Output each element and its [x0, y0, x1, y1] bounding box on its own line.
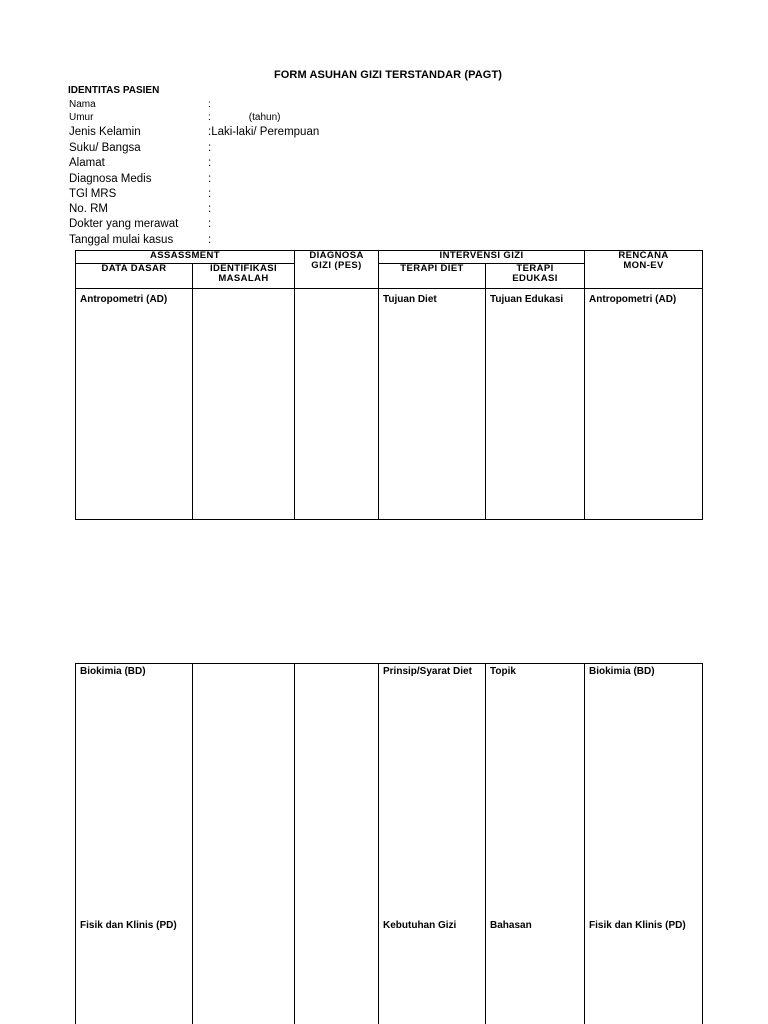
field-separator: :	[208, 126, 212, 138]
patient-field-no-rm	[69, 203, 211, 215]
cell-label: Antropometri (AD)	[589, 294, 677, 305]
field-label: Diagnosa Medis	[69, 173, 152, 185]
field-label: No. RM	[69, 203, 108, 215]
field-separator: :	[208, 112, 211, 123]
cell-diagnosa-gizi[interactable]	[295, 289, 379, 520]
patient-field-tgl-mrs	[69, 188, 211, 200]
header-rencana-line1: RENCANA	[618, 250, 669, 261]
field-separator: :	[208, 218, 212, 230]
cell-rencana-monev-2[interactable]	[585, 664, 703, 1024]
field-separator: :	[208, 173, 212, 185]
cell-terapi-diet-2[interactable]	[379, 664, 486, 1024]
field-label: Dokter yang merawat	[69, 218, 179, 230]
header-diagnosa-gizi	[295, 251, 379, 289]
cell-terapi-edukasi-2[interactable]	[486, 664, 585, 1024]
header-rencana-line2: MON-EV	[623, 260, 664, 271]
header-diagnosa-line1: DIAGNOSA	[309, 250, 364, 261]
field-value[interactable]: Laki-laki/ Perempuan	[211, 126, 320, 138]
field-separator: :	[208, 203, 212, 215]
cell-label-lower: Fisik dan Klinis (PD)	[589, 920, 686, 931]
cell-label-top: Biokimia (BD)	[80, 666, 146, 677]
field-label: Suku/ Bangsa	[69, 142, 141, 154]
field-separator: :	[208, 234, 212, 246]
field-label: Tanggal mulai kasus	[69, 234, 174, 246]
patient-field-diagnosa-medis	[69, 173, 211, 185]
cell-label: Antropometri (AD)	[80, 294, 168, 305]
patient-field-dokter	[69, 218, 211, 230]
pagt-table-top	[75, 250, 703, 520]
field-label: Jenis Kelamin	[69, 126, 141, 138]
field-unit: (tahun)	[248, 112, 281, 123]
cell-label	[193, 289, 294, 294]
field-separator: :	[208, 142, 212, 154]
patient-field-jenis-kelamin	[69, 126, 319, 138]
header-terapi-edukasi	[486, 264, 585, 289]
header-intervensi-gizi: INTERVENSI GIZI	[379, 251, 585, 264]
header-terapi-diet: TERAPI DIET	[379, 264, 486, 289]
patient-field-nama	[69, 99, 211, 110]
field-label: Nama	[69, 99, 96, 110]
field-separator: :	[208, 157, 212, 169]
patient-field-suku-bangsa	[69, 142, 211, 154]
cell-rencana-monev[interactable]	[585, 289, 703, 520]
patient-field-tanggal-mulai	[69, 234, 211, 246]
cell-terapi-edukasi[interactable]	[486, 289, 585, 520]
header-identifikasi-line1: IDENTIFIKASI	[209, 263, 278, 274]
field-separator: :	[208, 188, 212, 200]
cell-label-lower: Bahasan	[490, 920, 532, 931]
header-identifikasi-line2: MASALAH	[218, 273, 269, 284]
header-assessment: ASSASSMENT	[76, 251, 295, 264]
cell-label-lower: Fisik dan Klinis (PD)	[80, 920, 177, 931]
patient-field-alamat	[69, 157, 211, 169]
header-data-dasar: DATA DASAR	[76, 264, 193, 289]
cell-label: Tujuan Diet	[383, 294, 437, 305]
cell-identifikasi-masalah[interactable]	[193, 289, 295, 520]
cell-label: Tujuan Edukasi	[490, 294, 564, 305]
cell-label-top: Prinsip/Syarat Diet	[383, 666, 472, 677]
cell-label-top: Topik	[490, 666, 516, 677]
header-identifikasi-masalah	[193, 264, 295, 289]
field-separator: :	[208, 99, 211, 110]
cell-diagnosa-gizi-2[interactable]	[295, 664, 379, 1024]
cell-data-dasar[interactable]	[76, 289, 193, 520]
patient-field-umur	[69, 112, 280, 123]
cell-identifikasi-masalah-2[interactable]	[193, 664, 295, 1024]
header-rencana-monev	[585, 251, 703, 289]
cell-label-top: Biokimia (BD)	[589, 666, 655, 677]
cell-data-dasar-2[interactable]	[76, 664, 193, 1024]
form-title: FORM ASUHAN GIZI TERSTANDAR (PAGT)	[273, 69, 503, 81]
field-label: TGl MRS	[69, 188, 117, 200]
header-diagnosa-line2: GIZI (PES)	[311, 260, 362, 271]
cell-label-lower: Kebutuhan Gizi	[383, 920, 457, 931]
field-label: Alamat	[69, 157, 105, 169]
field-label: Umur	[69, 112, 94, 123]
patient-identity-heading: IDENTITAS PASIEN	[68, 85, 160, 96]
pagt-table-bottom	[75, 663, 703, 1024]
cell-terapi-diet[interactable]	[379, 289, 486, 520]
header-terapi-edukasi-line2: EDUKASI	[512, 273, 558, 284]
header-terapi-edukasi-line1: TERAPI	[516, 263, 554, 274]
cell-label	[295, 289, 378, 294]
